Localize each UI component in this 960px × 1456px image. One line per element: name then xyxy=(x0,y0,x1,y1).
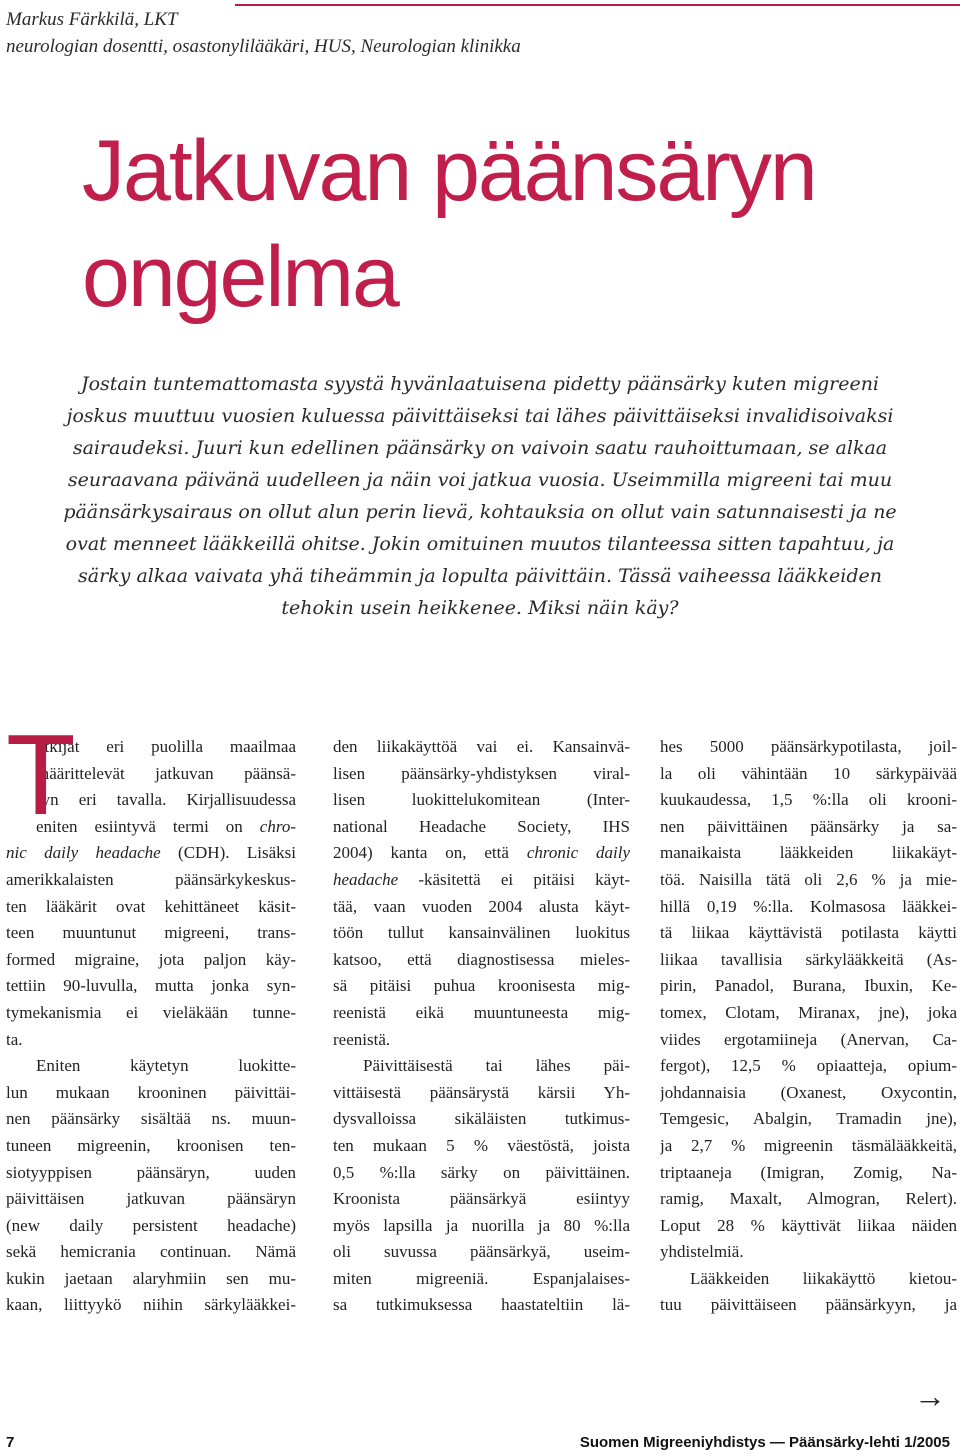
body-line: reenistä. xyxy=(333,1029,391,1049)
body-line: lisen luokittelukomitean (Inter- xyxy=(333,790,630,810)
body-line: nen päänsärky sisältää ns. muun- xyxy=(6,1109,296,1129)
body-line: yhdistelmiä. xyxy=(660,1242,744,1262)
drop-cap: T xyxy=(6,712,76,839)
body-line: miten migreeniä. Espanjalaises- xyxy=(333,1268,630,1288)
body-line: oli suvussa päänsärkyä, useim- xyxy=(333,1242,630,1262)
body-line: ryn eri tavalla. Kirjallisuudessa xyxy=(36,790,296,810)
body-line: 0,5 %:lla särky on päivittäinen. xyxy=(333,1162,630,1182)
body-line: dysvalloissa sikäläisten tutkimus- xyxy=(333,1109,630,1129)
page-number: 7 xyxy=(6,1434,15,1451)
body-line: lisen päänsärky-yhdistyksen viral- xyxy=(333,763,630,783)
body-line: hillä 0,19 %:lla. Kolmasosa lääkkei- xyxy=(660,896,957,916)
body-line: katsoo, että diagnostisessa mieles- xyxy=(333,949,630,969)
body-line: nic daily headache (CDH). Lisäksi xyxy=(6,843,296,863)
body-line: ten mukaan 5 % väestöstä, joista xyxy=(333,1135,630,1155)
body-line: Loput 28 % käyttivät liikaa näiden xyxy=(660,1215,957,1235)
body-line: tä liikaa käyttävistä potilasta käytti xyxy=(660,923,957,943)
body-line: vittäisestä päänsärystä kärsii Yh- xyxy=(333,1082,630,1102)
body-line: päivittäisen jatkuvan päänsäryn xyxy=(6,1189,296,1209)
body-line: tettiin 90-luvulla, mutta jonka syn- xyxy=(6,976,296,996)
body-line: headache -käsitettä ei pitäisi käyt- xyxy=(333,869,630,889)
body-line: siotyyppisen päänsäryn, uuden xyxy=(6,1162,296,1182)
author-position: neurologian dosentti, osastonylilääkäri, HUS, Neurologian klinikka xyxy=(6,36,521,57)
body-column-3 xyxy=(660,734,957,1319)
body-line: määrittelevät jatkuvan päänsä- xyxy=(36,763,296,783)
body-column-1 xyxy=(6,712,296,1319)
body-line: myös lapsilla ja nuorilla ja 80 %:lla xyxy=(333,1215,630,1235)
article-lead: Jostain tuntemattomasta syystä hyvänlaatuisena pidetty päänsärky kuten migreeni joskus muuttuu vuosien kuluessa päivittäiseksi tai lähes päivittäiseksi invalidisoivaksi sairaudeksi. Juuri kun edellinen päänsärky on vaivoin saatu rauhoittumaan, se alkaa seuraavana päivänä uudelleen ja näin voi jatkua vuosia. Useimmilla migreeni tai muu päänsärkysairaus on ollut alun perin lievä, kohtauksia on ollut vain satunnaisesti ja ne ovat menneet lääkkeillä ohitse. Jokin omituinen muutos tilanteessa sitten tapahtuu, ja särky alkaa vaivata yhä tiheämmin ja lopulta päivittäin. Tässä vaiheessa lääkkeiden tehokin usein heikkenee. Miksi näin käy? xyxy=(63,373,897,619)
article-title-line-2: ongelma xyxy=(82,229,398,325)
body-line: sa tutkimuksessa haastateltiin lä- xyxy=(333,1295,630,1315)
body-line: amerikkalaisten päänsärkykeskus- xyxy=(6,869,296,889)
body-line: Temgesic, Abalgin, Tramadin jne), xyxy=(660,1109,957,1129)
body-line: tuneen migreenin, kroonisen ten- xyxy=(6,1135,296,1155)
body-line: tää, vaan vuoden 2004 alusta käyt- xyxy=(333,896,630,916)
body-line: sekä hemicrania continuan. Nämä xyxy=(6,1242,296,1262)
body-line: nen päivittäinen päänsärky ja sa- xyxy=(660,816,957,836)
body-line: tomex, Clotam, Miranax, jne), joka xyxy=(660,1002,957,1022)
body-column-2 xyxy=(333,734,630,1319)
body-line: töön tullut kansainvälinen luokitus xyxy=(333,923,630,943)
body-line: ramig, Maxalt, Almogran, Relert). xyxy=(660,1189,957,1209)
body-line: viides ergotamiineja (Anervan, Ca- xyxy=(660,1029,957,1049)
body-line: den liikakäyttöä vai ei. Kansainvä- xyxy=(333,737,630,756)
body-line: liikaa tavallisia särkylääkkeitä (As- xyxy=(660,949,957,969)
body-line: triptaaneja (Imigran, Zomig, Na- xyxy=(660,1162,957,1182)
body-line: ten lääkärit ovat kehittäneet käsit- xyxy=(6,896,296,916)
body-line: Kroonista päänsärkyä esiintyy xyxy=(333,1189,630,1209)
body-line: Eniten käytetyn luokitte- xyxy=(36,1056,296,1076)
body-line: fergot), 12,5 % opiaatteja, opium- xyxy=(660,1056,957,1076)
author-block xyxy=(6,6,521,60)
publication-name: Suomen Migreeniyhdistys — Päänsärky-lehti 1/2005 xyxy=(579,1434,950,1451)
body-line: lun mukaan krooninen päivittäi- xyxy=(6,1082,296,1102)
body-line: kaan, liittyykö niihin särkylääkkei- xyxy=(6,1295,296,1315)
body-line: ja 2,7 % migreenin täsmälääkkeitä, xyxy=(660,1135,957,1155)
article-title-line-1: Jatkuvan päänsäryn xyxy=(82,123,816,219)
body-line: national Headache Society, IHS xyxy=(333,816,630,836)
body-line: tuu päivittäiseen päänsärkyyn, ja xyxy=(660,1295,957,1315)
body-line: kuukaudessa, 1,5 %:lla oli krooni- xyxy=(660,790,957,810)
body-line: pirin, Panadol, Burana, Ibuxin, Ke- xyxy=(660,976,957,996)
body-line: ta. xyxy=(6,1029,23,1049)
body-line: la oli vähintään 10 särkypäivää xyxy=(660,763,957,783)
body-line: kukin jaetaan alaryhmiin sen mu- xyxy=(6,1268,296,1288)
body-line: eniten esiintyvä termi on chro- xyxy=(36,816,296,836)
article-title xyxy=(82,118,816,330)
body-line: johdannaisia (Oxanest, Oxycontin, xyxy=(660,1082,957,1102)
body-line: utkijat eri puolilla maailmaa xyxy=(36,737,296,756)
body-line: töä. Naisilla tätä oli 2,6 % ja mie- xyxy=(660,869,957,889)
body-line: Lääkkeiden liikakäyttö kietou- xyxy=(690,1268,957,1288)
body-line: 2004) kanta on, että chronic daily xyxy=(333,843,630,863)
arrow-right-icon: → xyxy=(914,1378,946,1414)
body-line: Päivittäisestä tai lähes päi- xyxy=(363,1056,630,1076)
body-line: manaikaista lääkkeiden liikakäyt- xyxy=(660,843,957,863)
body-line: tymekanismia ei vieläkään tunne- xyxy=(6,1002,296,1022)
body-line: hes 5000 päänsärkypotilasta, joil- xyxy=(660,737,957,756)
body-line: formed migraine, jota paljon käy- xyxy=(6,949,296,969)
body-line: sä pitäisi puhua kroonisesta mig- xyxy=(333,976,630,996)
body-line: (new daily persistent headache) xyxy=(6,1215,296,1235)
body-line: reenistä eikä muuntuneesta mig- xyxy=(333,1002,630,1022)
author-name: Markus Färkkilä, LKT xyxy=(6,9,178,30)
body-line: teen muuntunut migreeni, trans- xyxy=(6,923,296,943)
